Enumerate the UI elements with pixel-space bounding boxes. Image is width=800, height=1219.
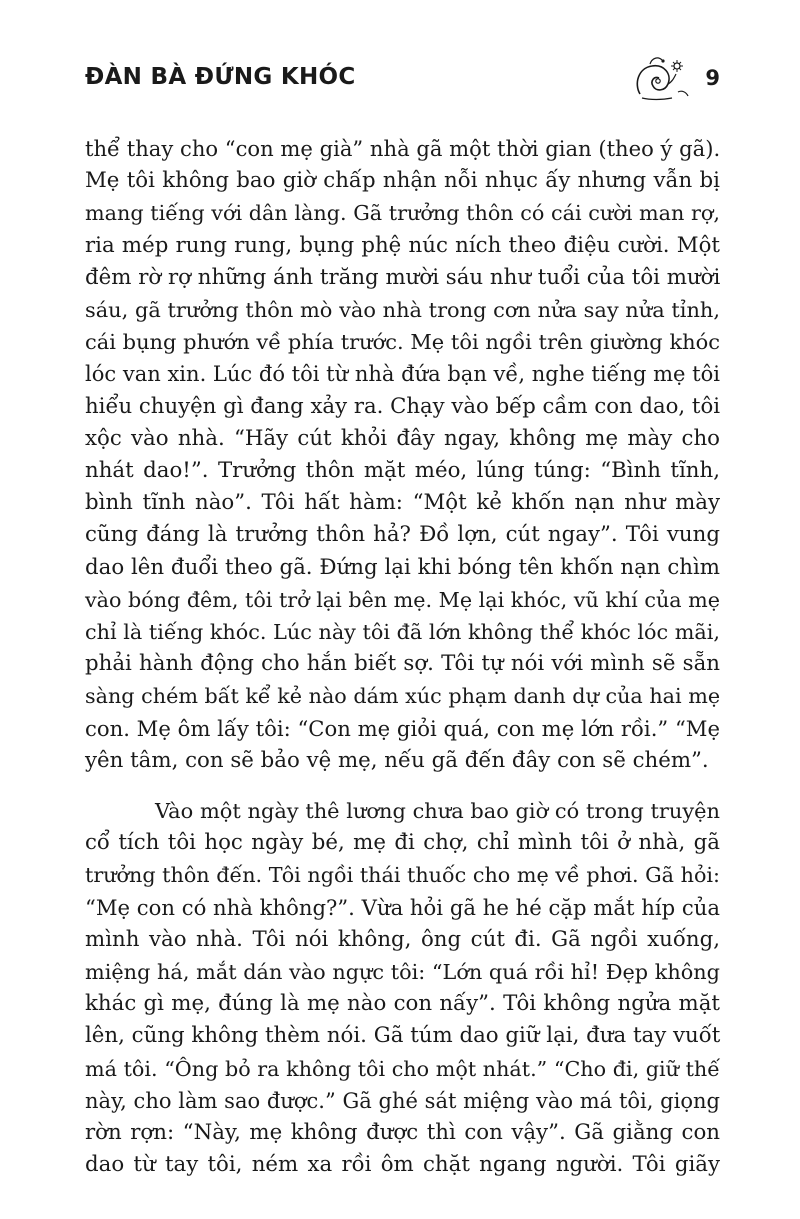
paragraph-2: [85, 795, 720, 1181]
text-line: vào bóng đêm, tôi trở lại bên mẹ. Mẹ lại khóc, vũ khí của mẹ: [85, 587, 720, 612]
text-line: dao lên đuổi theo gã. Đứng lại khi bóng tên khốn nạn chìm: [85, 554, 720, 580]
body-text: [85, 133, 720, 1182]
running-title: ĐÀN BÀ ĐỨNG KHÓC: [85, 64, 356, 90]
text-line: sàng chém bất kể kẻ nào dám xúc phạm danh dự của hai mẹ: [85, 684, 721, 709]
text-line: hiểu chuyện gì đang xảy ra. Chạy vào bếp cầm con dao, tôi: [85, 393, 720, 419]
text-line: má tôi. “Ông bỏ ra không tôi cho một nhát.” “Cho đi, giữ thế: [85, 1056, 720, 1081]
text-line: xộc vào nhà. “Hãy cút khỏi đây ngay, không mẹ mày cho: [85, 425, 720, 451]
text-line: lóc van xin. Lúc đó tôi từ nhà đứa bạn về, nghe tiếng mẹ tôi: [85, 361, 720, 387]
text-line: chỉ là tiếng khóc. Lúc này tôi đã lớn không thể khóc lóc mãi,: [85, 620, 720, 645]
text-line: lên, cũng không thèm nói. Gã túm dao giữ lại, đưa tay vuốt: [85, 1023, 721, 1049]
text-line: phải hành động cho hắn biết sợ. Tôi tự nói với mình sẽ sẵn: [85, 651, 720, 677]
page-header: [85, 62, 720, 106]
text-line: cũng đáng là trưởng thôn hả? Đồ lợn, cút ngay”. Tôi vung: [85, 522, 720, 548]
text-line: trưởng thôn đến. Tôi ngồi thái thuốc cho mẹ về phơi. Gã hỏi:: [85, 863, 721, 888]
text-line: rờn rợn: “Này, mẹ không được thì con vậy”. Gã giằng con: [85, 1120, 720, 1146]
text-line-first: Vào một ngày thê lương chưa bao giờ có trong truyện: [155, 799, 720, 824]
text-line: nhát dao!”. Trưởng thôn mặt méo, lúng túng: “Bình tĩnh,: [85, 458, 720, 484]
text-line: cái bụng phướn về phía trước. Mẹ tôi ngồi trên giường khóc: [85, 330, 720, 355]
text-line: này, cho làm sao được.” Gã ghé sát miệng vào má tôi, giọng: [85, 1087, 720, 1113]
text-line: sáu, gã trưởng thôn mò vào nhà trong cơn nửa say nửa tỉnh,: [85, 298, 720, 323]
text-line: bình tĩnh nào”. Tôi hất hàm: “Một kẻ khốn nạn như mày: [85, 490, 720, 516]
text-line: “Mẹ con có nhà không?”. Vừa hỏi gã he hé cặp mắt híp của: [85, 894, 720, 920]
text-line: khác gì mẹ, đúng là mẹ nào con nấy”. Tôi không ngửa mặt: [85, 991, 720, 1017]
page-number: 9: [705, 66, 720, 90]
text-line: ria mép rung rung, bụng phệ núc ních theo điệu cười. Một: [85, 232, 720, 258]
paragraph-1: [85, 133, 720, 777]
text-line: mình vào nhà. Tôi nói không, ông cút đi. Gã ngồi xuống,: [85, 926, 720, 952]
text-line: cổ tích tôi học ngày bé, mẹ đi chợ, chỉ mình tôi ở nhà, gã: [85, 830, 720, 856]
text-line: Mẹ tôi không bao giờ chấp nhận nỗi nhục ấy nhưng vẫn bị: [85, 168, 720, 194]
text-line: miệng há, mắt dán vào ngực tôi: “Lớn quá rồi hỉ! Đẹp không: [85, 960, 720, 985]
text-line: đêm rờ rợ những ánh trăng mười sáu như tuổi của tôi mười: [85, 264, 721, 290]
text-line: thể thay cho “con mẹ già” nhà gã một thời gian (theo ý gã).: [85, 136, 721, 161]
text-line: mang tiếng với dân làng. Gã trưởng thôn có cái cười man rợ,: [85, 201, 720, 226]
text-line: dao từ tay tôi, ném xa rồi ôm chặt ngang người. Tôi giãy: [85, 1152, 720, 1178]
text-line-last: yên tâm, con sẽ bảo vệ mẹ, nếu gã đến đây con sẽ chém”.: [85, 747, 709, 773]
snail-ornament-icon: [632, 54, 690, 104]
text-line: con. Mẹ ôm lấy tôi: “Con mẹ giỏi quá, con mẹ lớn rồi.” “Mẹ: [85, 715, 720, 741]
